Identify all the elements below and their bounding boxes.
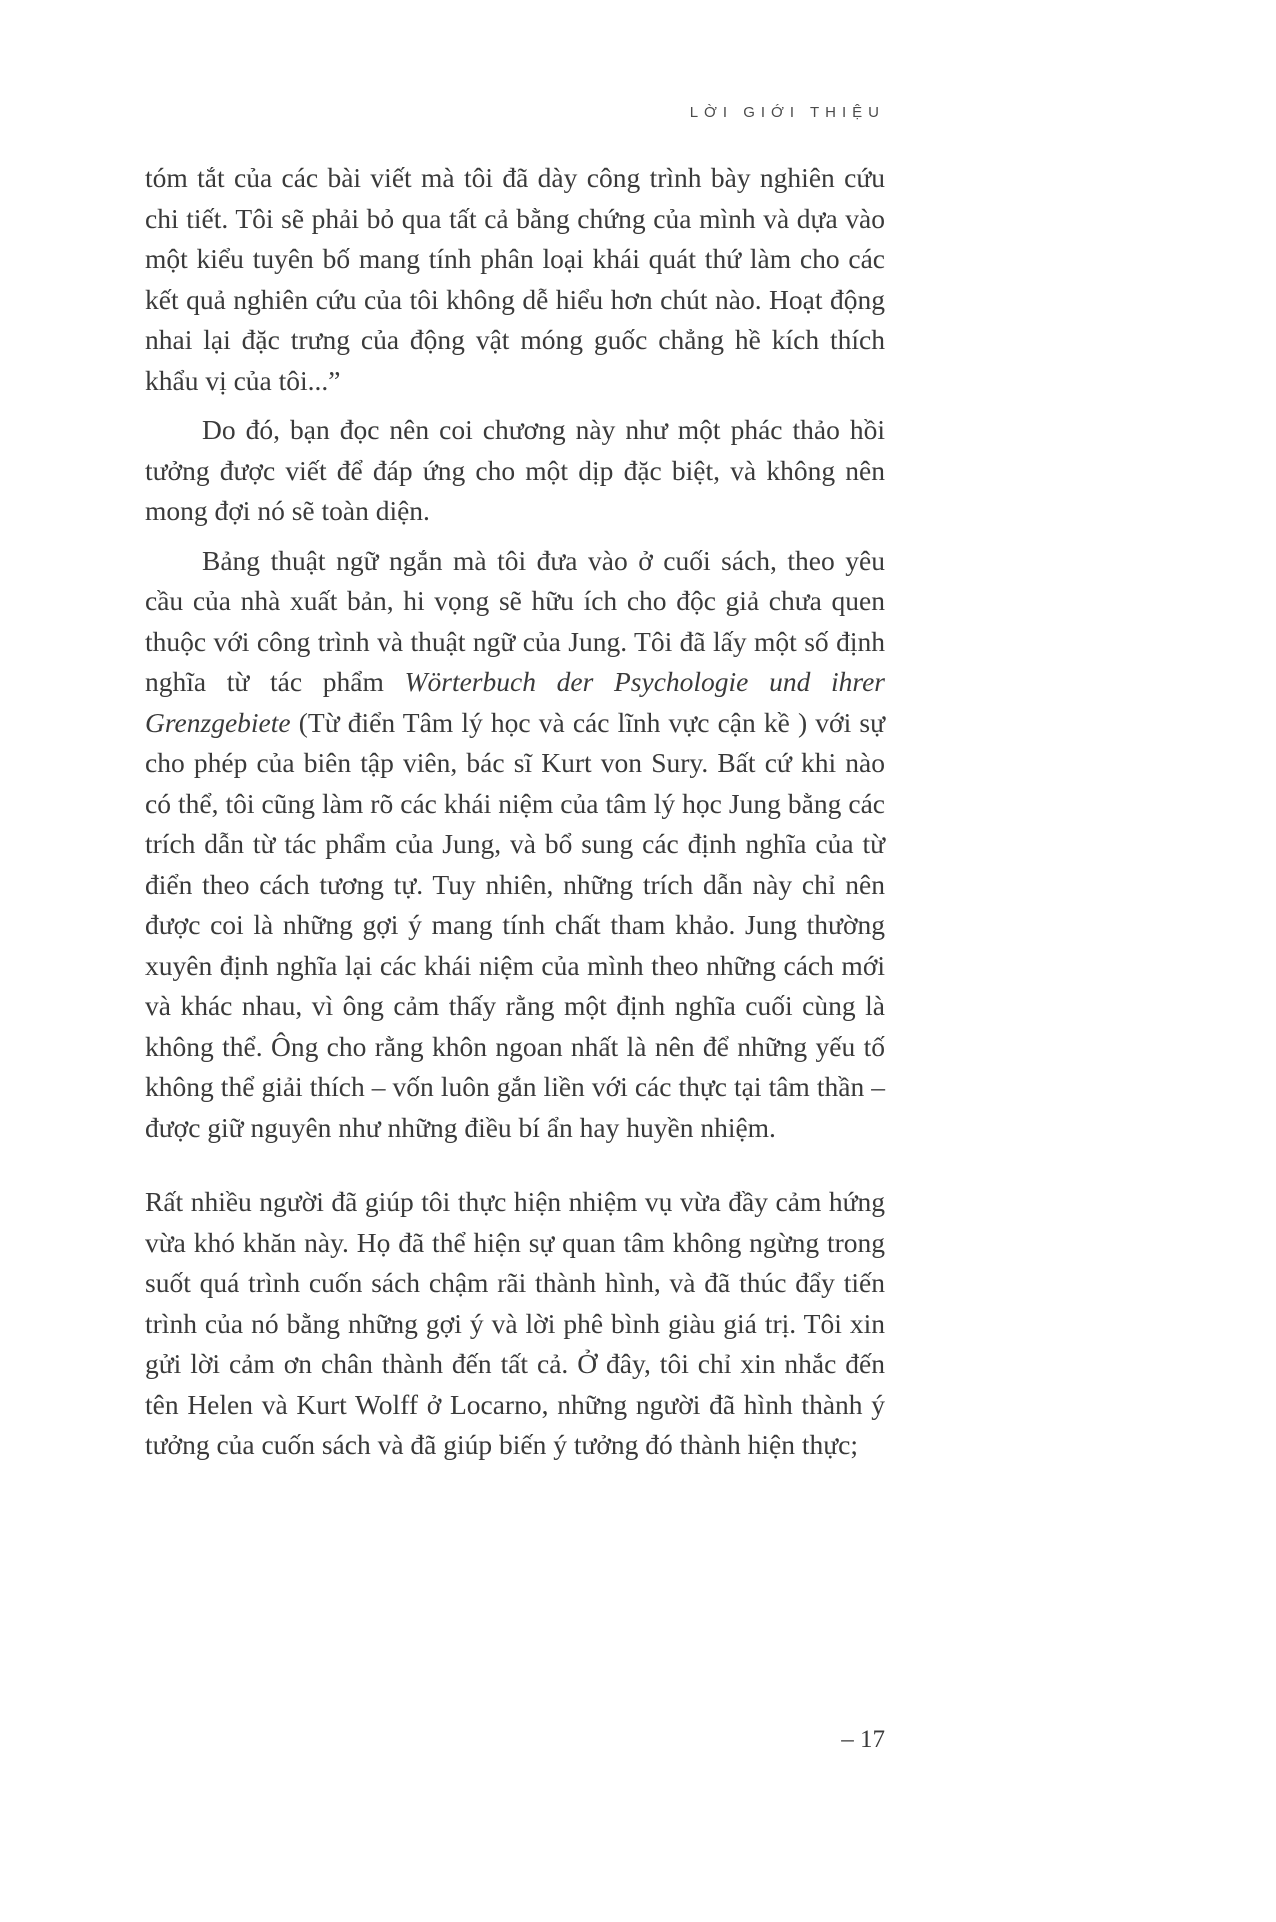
paragraph-continued: tóm tắt của các bài viết mà tôi đã dày công trình bày nghiên cứu chi tiết. Tôi sẽ phải bỏ qua tất cả bằng chứng của mình và dựa vào một kiểu tuyên bố mang tính phân loại khái quát thứ làm cho các kết quả nghiên cứu của tôi không dễ hiểu hơn chút nào. Hoạt động nhai lại đặc trưng của động vật móng guốc chẳng hề kích thích khẩu vị của tôi...” — [145, 162, 885, 396]
paragraph-acknowledgements: Rất nhiều người đã giúp tôi thực hiện nhiệm vụ vừa đầy cảm hứng vừa khó khăn này. Họ đã thể hiện sự quan tâm không ngừng trong suốt quá trình cuốn sách chậm rãi thành hình, và đã thúc đẩy tiến trình của nó bằng những gợi ý và lời phê bình giàu giá trị. Tôi xin gửi lời cảm ơn chân thành đến tất cả. Ở đây, tôi chỉ xin nhắc đến tên Helen và Kurt Wolff ở Locarno, những người đã hình thành ý tưởng của cuốn sách và đã giúp biến ý tưởng đó thành hiện thực; — [145, 1186, 885, 1460]
page-number: – 17 — [841, 1726, 885, 1753]
paragraph-glossary-text: Bảng thuật ngữ ngắn mà tôi đưa vào ở cuối sách, theo yêu cầu của nhà xuất bản, hi vọng sẽ hữu ích cho độc giả chưa quen thuộc với công trình và thuật ngữ của Jung. Tôi đã lấy một số định nghĩa từ tác phẩm — [145, 544, 885, 697]
text-block — [145, 158, 885, 1475]
paragraph-advice: Do đó, bạn đọc nên coi chương này như một phác thảo hồi tưởng được viết để đáp ứng cho một dịp đặc biệt, và không nên mong đợi nó sẽ toàn diện. — [145, 414, 885, 526]
running-header: LỜI GIỚI THIỆU — [689, 104, 885, 121]
book-title-italic: Wörterbuch der Psychologie und ihrer Grenzgebiete — [145, 666, 886, 738]
paragraph-glossary — [145, 541, 885, 1149]
paragraph-glossary-text-cont: (Từ điển Tâm lý học và các lĩnh vực cận kề ) với sự cho phép của biên tập viên, bác sĩ Kurt von Sury. Bất cứ khi nào có thể, tôi cũng làm rõ các khái niệm của tâm lý học Jung bằng các trích dẫn từ tác phẩm của Jung, và bổ sung các định nghĩa của từ điển theo cách tương tự. Tuy nhiên, những trích dẫn này chỉ nên được coi là những gợi ý mang tính chất tham khảo. Jung thường xuyên định nghĩa lại các khái niệm của mình theo những cách mới và khác nhau, vì ông cảm thấy rằng một định nghĩa cuối cùng là không thể. Ông cho rằng khôn ngoan nhất là nên để những yếu tố không thể giải thích – vốn luôn gắn liền với các thực tại tâm thần – được giữ nguyên như những điều bí ẩn hay huyền nhiệm. — [145, 706, 885, 1143]
